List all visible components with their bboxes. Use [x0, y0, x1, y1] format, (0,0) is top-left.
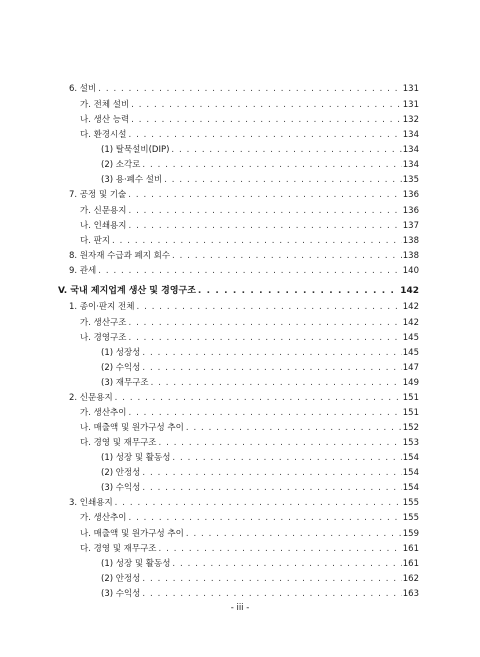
toc-label: 가. 생산추이 [80, 408, 127, 418]
toc-page-number: 154 [402, 453, 419, 463]
toc-entry [0, 464, 480, 478]
toc-entry [0, 494, 480, 508]
dot-leader [172, 559, 401, 569]
toc-label: (3) 용·폐수 설비 [101, 175, 163, 185]
toc-entry [0, 156, 480, 170]
toc-label: (3) 수익성 [101, 483, 141, 493]
toc-label: 가. 신문용지 [80, 206, 127, 216]
toc-entry [0, 171, 480, 185]
toc-entry [0, 141, 480, 155]
toc-label: 나. 매출액 및 원가구성 추이 [80, 423, 184, 433]
toc-entry [0, 80, 480, 94]
toc-entry [0, 479, 480, 493]
dot-leader [159, 438, 402, 448]
dot-leader [128, 206, 401, 216]
toc-page-number: 131 [402, 84, 419, 94]
dot-leader [131, 100, 402, 110]
toc-entry [0, 509, 480, 523]
toc-entry [0, 126, 480, 140]
toc-page-number: 145 [402, 348, 419, 358]
dot-leader [131, 115, 402, 125]
dot-leader [115, 393, 402, 403]
toc-entry [0, 232, 480, 246]
toc-page-number: 163 [402, 589, 419, 599]
toc-entry [0, 525, 480, 539]
toc-page-number: 162 [402, 574, 419, 584]
toc-page-number: 138 [402, 251, 419, 261]
page-footer-number: - iii - [230, 603, 250, 613]
dot-leader [172, 453, 401, 463]
toc-label: (2) 안정성 [101, 574, 141, 584]
toc-entry [0, 404, 480, 418]
toc-label: 나. 인쇄용지 [80, 221, 127, 231]
dot-leader [142, 160, 401, 170]
toc-page-number: 161 [402, 544, 419, 554]
dot-leader [142, 348, 401, 358]
toc-label: 나. 매출액 및 원가구성 추이 [80, 529, 184, 539]
toc-entry [0, 419, 480, 433]
toc-label: 나. 경영구조 [80, 333, 127, 343]
toc-page-number: 159 [402, 529, 419, 539]
toc-entry [0, 111, 480, 125]
toc-label: 7. 공정 및 기술 [69, 190, 127, 200]
toc-page-number: 151 [402, 408, 419, 418]
toc-page-number: 137 [402, 221, 419, 231]
toc-label: (3) 재무구조 [101, 378, 149, 388]
toc-page-number: 147 [402, 363, 419, 373]
toc-page-number: 138 [402, 236, 419, 246]
dot-leader [151, 378, 402, 388]
toc-page-number: 155 [402, 498, 419, 508]
toc-label: 나. 생산 능력 [80, 115, 130, 125]
dot-leader [142, 468, 401, 478]
toc-label: V. 국내 제지업계 생산 및 경영구조 [58, 286, 196, 296]
toc-label: (2) 소각로 [101, 160, 141, 170]
toc-label: (3) 수익성 [101, 589, 141, 599]
toc-label: (1) 탈묵설비(DIP) [101, 145, 170, 155]
toc-label: 다. 경영 및 재무구조 [80, 438, 157, 448]
toc-entry [0, 329, 480, 343]
toc-label: 9. 관세 [69, 266, 97, 276]
toc-page-number: 136 [402, 190, 419, 200]
dot-leader [98, 266, 402, 276]
toc-page-number: 154 [402, 468, 419, 478]
toc-entry [0, 247, 480, 261]
dot-leader [128, 513, 401, 523]
dot-leader [98, 84, 402, 94]
toc-page-number: 153 [402, 438, 419, 448]
toc-entry [0, 374, 480, 388]
toc-page-number: 134 [402, 160, 419, 170]
toc-label: 2. 신문용지 [69, 393, 113, 403]
toc-page-number: 136 [402, 206, 419, 216]
toc-label: 다. 환경시설 [80, 130, 127, 140]
toc-label: (1) 성장 및 활동성 [101, 453, 171, 463]
dot-leader [142, 363, 401, 373]
toc-page-number: 134 [402, 145, 419, 155]
dot-leader [112, 236, 402, 246]
dot-leader [186, 529, 402, 539]
dot-leader [198, 286, 399, 296]
toc-entry [0, 555, 480, 569]
toc-entry [0, 344, 480, 358]
toc-entry [0, 434, 480, 448]
toc-entry [0, 186, 480, 200]
toc-label: 가. 생산구조 [80, 318, 127, 328]
toc-label: 1. 종이·판지 전체 [69, 302, 135, 312]
toc-page-number: 142 [402, 318, 419, 328]
toc-page-number: 142 [402, 302, 419, 312]
toc-page-number: 134 [402, 130, 419, 140]
toc-label: 가. 생산추이 [80, 513, 127, 523]
dot-leader [128, 408, 401, 418]
toc-page-number: 155 [402, 513, 419, 523]
toc-label: 다. 경영 및 재무구조 [80, 544, 157, 554]
toc-page-number: 151 [402, 393, 419, 403]
toc-page-number: 142 [400, 286, 419, 296]
dot-leader [128, 333, 401, 343]
toc-entry [0, 96, 480, 110]
dot-leader [128, 318, 401, 328]
toc-label: 3. 인쇄용지 [69, 498, 113, 508]
dot-leader [128, 190, 401, 200]
toc-page-number: 154 [402, 483, 419, 493]
dot-leader [172, 251, 402, 261]
dot-leader [142, 483, 401, 493]
toc-label: 6. 설비 [69, 84, 97, 94]
dot-leader [128, 130, 401, 140]
toc-entry [0, 202, 480, 216]
dot-leader [186, 423, 402, 433]
dot-leader [142, 589, 401, 599]
toc-entry [0, 449, 480, 463]
toc-entry [0, 217, 480, 231]
toc-entry [0, 298, 480, 312]
dot-leader [115, 498, 402, 508]
toc-page-number: 149 [402, 378, 419, 388]
toc-entry [0, 314, 480, 328]
toc-entry [0, 389, 480, 403]
toc-entry [0, 570, 480, 584]
toc-page-number: 140 [402, 266, 419, 276]
toc-page-number: 152 [402, 423, 419, 433]
dot-leader [164, 175, 402, 185]
toc-entry [0, 585, 480, 599]
toc-page-number: 132 [402, 115, 419, 125]
toc-page-number: 131 [402, 100, 419, 110]
toc-label: 다. 판지 [80, 236, 111, 246]
toc-page-number: 161 [402, 559, 419, 569]
toc-entry [0, 359, 480, 373]
toc-entry [0, 262, 480, 276]
dot-leader [136, 302, 401, 312]
dot-leader [128, 221, 401, 231]
toc-label: (2) 수익성 [101, 363, 141, 373]
toc-label: (1) 성장성 [101, 348, 141, 358]
toc-label: (1) 성장 및 활동성 [101, 559, 171, 569]
toc-entry [0, 540, 480, 554]
toc-label: 8. 원자재 수급과 폐지 회수 [69, 251, 171, 261]
toc-chapter-entry [0, 282, 480, 296]
toc-page-number: 135 [402, 175, 419, 185]
toc-page-number: 145 [402, 333, 419, 343]
dot-leader [171, 145, 401, 155]
toc-label: 가. 전체 설비 [80, 100, 130, 110]
dot-leader [142, 574, 401, 584]
dot-leader [159, 544, 402, 554]
toc-label: (2) 안정성 [101, 468, 141, 478]
